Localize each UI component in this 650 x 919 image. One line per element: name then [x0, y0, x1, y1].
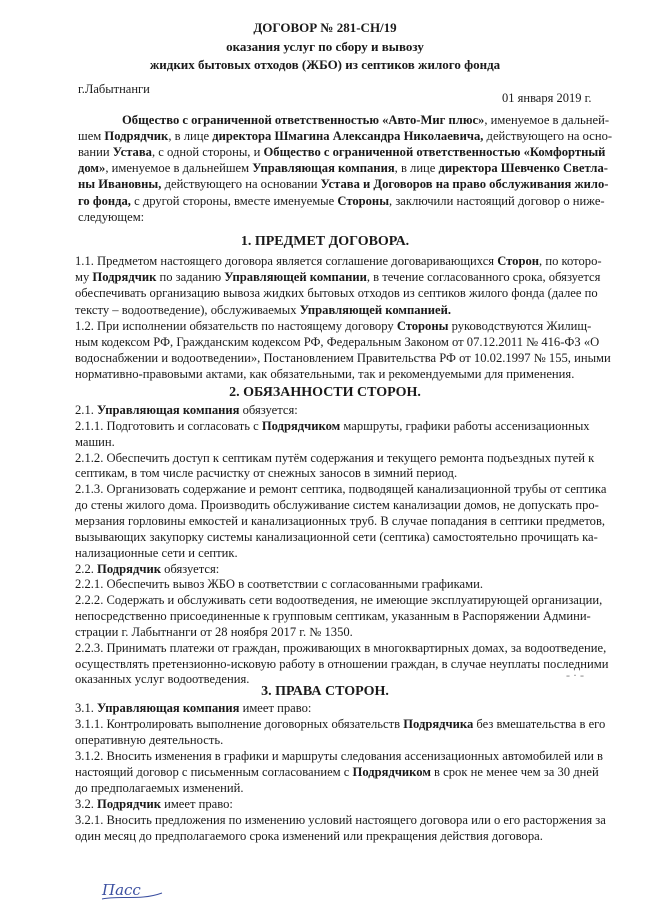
text-run: 2.1.1. Подготовить и согласовать с: [75, 418, 262, 433]
bold-text: Подрядчик: [104, 129, 169, 144]
text-line: [75, 466, 457, 481]
bold-text: Управляющая компания: [97, 701, 240, 715]
text-run: руководствуются Жилищ-: [448, 318, 592, 333]
bold-text: Сторон: [497, 254, 540, 268]
bold-text: Подрядчик: [92, 270, 157, 285]
text-run: маршруты, графики работы ассенизационных: [340, 418, 590, 433]
text-line: [75, 765, 599, 780]
text-line: [75, 701, 311, 716]
text-run: вании: [78, 145, 113, 160]
text-line: [78, 129, 612, 144]
text-line: [75, 641, 606, 656]
text-run: 3.1.: [75, 701, 98, 715]
text-run: обязуется:: [239, 403, 298, 417]
text-run: страции г. Лабытнанги от 28 ноября 2017 г. № 1350.: [75, 624, 353, 639]
text-run: имеет право:: [160, 797, 233, 811]
text-line: [75, 593, 602, 608]
text-line: [75, 367, 574, 382]
text-line: [78, 145, 605, 160]
text-line: [78, 177, 608, 192]
bold-text: Подрядчик: [97, 561, 161, 576]
text-line: [75, 749, 603, 764]
text-run: 1.1. Предметом настоящего договора является соглашение договаривающихся: [75, 254, 498, 268]
text-run: , по которо-: [539, 254, 602, 268]
text-run: мерзания горловины емкостей и канализационных труб. В случае попадания в септики предметов,: [75, 513, 606, 528]
text-line: [75, 625, 353, 640]
text-line: [75, 546, 238, 561]
text-line: [75, 797, 233, 812]
text-run: нализационные сети и септик.: [75, 545, 238, 560]
text-run: машин.: [75, 434, 115, 449]
text-line: [75, 577, 483, 592]
text-run: , именуемое в дальнейшем: [105, 161, 253, 176]
bold-text: го фонда,: [78, 193, 131, 208]
signature-mark: [100, 875, 180, 905]
contract-subtitle: оказания услуг по сбору и вывозу: [226, 39, 424, 54]
text-line: [75, 498, 599, 513]
text-run: 2.2.: [75, 561, 98, 576]
text-run: 2.2.3. Принимать платежи от граждан, проживающих в многоквартирных домах, за водоотведение,: [75, 640, 607, 655]
text-run: обеспечивать организацию вывоза жидких бытовых отходов из септиков жилого фонда (далее по: [75, 286, 598, 301]
bold-text: директора Шмагина Александра Николаевича,: [212, 129, 484, 144]
text-line: [75, 829, 543, 844]
text-run: действующего на основании: [161, 177, 321, 192]
text-run: оперативную деятельность.: [75, 733, 224, 747]
section-1-heading: 1. ПРЕДМЕТ ДОГОВОРА.: [240, 234, 410, 249]
text-run: шем: [78, 129, 105, 144]
text-run: , с одной стороны, и: [151, 145, 264, 160]
contract-title: ДОГОВОР № 281-СН/19: [253, 20, 397, 35]
section-2-heading: 2. ОБЯЗАННОСТИ СТОРОН.: [229, 385, 421, 400]
text-run: действующего на осно-: [483, 129, 613, 144]
text-line: [75, 319, 591, 334]
bold-text: Управляющей компании: [224, 270, 367, 285]
text-line: [75, 514, 605, 529]
bold-text: директора Шевченко Светла-: [438, 161, 608, 176]
signature-text: Пасс: [102, 881, 141, 899]
text-line: [75, 286, 598, 301]
text-run: 3.2.: [75, 797, 98, 811]
text-run: обязуется:: [160, 561, 220, 576]
text-run: , в течение согласованного срока, обязуется: [366, 270, 601, 285]
text-run: 1.2. При исполнении обязательств по настоящему договору: [75, 318, 397, 333]
text-line: [122, 113, 609, 128]
text-run: в срок не менее чем за 30 дней: [430, 765, 599, 779]
bold-text: ны Ивановны,: [78, 177, 162, 192]
text-line: [75, 813, 606, 828]
text-line: [75, 254, 602, 269]
bold-text: Управляющей компанией.: [299, 302, 452, 317]
text-run: му: [75, 270, 93, 285]
text-run: настоящий договор с письменным согласованием с: [75, 765, 353, 779]
text-run: 2.2.1. Обеспечить вывоз ЖБО в соответствии с согласованными графиками.: [75, 577, 483, 592]
text-run: вызывающих закупорку системы канализационной сети (септика) самостоятельно прочищать ка-: [75, 529, 598, 544]
text-line: [75, 270, 600, 285]
bold-text: Устава: [112, 145, 152, 160]
bold-text: Управляющая компания: [252, 161, 395, 176]
bold-text: Подрядчика: [403, 717, 474, 731]
text-run: по заданию: [156, 270, 225, 285]
text-run: до предполагаемых изменений.: [75, 781, 244, 795]
text-line: [78, 210, 144, 225]
text-run: 3.2.1. Вносить предложения по изменению условий настоящего договора или о его расторжения за: [75, 813, 606, 827]
text-run: , заключили настоящий договор о ниже-: [389, 193, 605, 208]
text-run: один месяц до предполагаемого срока изменений или прекращения действия договора.: [75, 829, 543, 843]
bold-text: Подрядчик: [97, 797, 161, 811]
text-line: [75, 733, 223, 748]
bold-text: Стороны: [337, 193, 390, 208]
section-3-heading: 3. ПРАВА СТОРОН.: [261, 684, 389, 699]
contract-subject: жидких бытовых отходов (ЖБО) из септиков жилого фонда: [149, 57, 501, 72]
text-run: 3.1.1. Контролировать выполнение договорных обязательств: [75, 717, 404, 731]
text-line: [75, 482, 606, 497]
text-run: 2.2.2. Содержать и обслуживать сети водоотведения, не имеющие эксплуатирующей организации,: [75, 593, 603, 608]
bold-text: Подрядчиком: [261, 418, 341, 433]
text-run: септикам, в том числе расчистку от снежных заносов в зимний период.: [75, 466, 458, 481]
text-run: с другой стороны, вместе именуемые: [130, 193, 338, 208]
text-run: нормативно-правовыми актами, как обязательными, так и рекомендуемыми для применения.: [75, 367, 575, 382]
text-line: [75, 781, 243, 796]
bold-text: Подрядчиком: [352, 765, 431, 779]
text-run: 2.1.: [75, 403, 98, 417]
text-run: ным кодексом РФ, Гражданским кодексом РФ, Федеральным Законом от 07.12.2011 № 416-ФЗ «О: [75, 335, 600, 349]
text-line: [75, 609, 591, 624]
text-line: [75, 335, 599, 350]
city: г.Лабытнанги: [78, 82, 150, 96]
text-run: оказанных услуг водоотведения.: [75, 672, 250, 687]
text-run: до стены жилого дома. Производить обслуживание систем канализации домов, не допускать про-: [75, 498, 599, 513]
text-run: , в лице: [394, 161, 439, 176]
bold-text: Общество с ограниченной ответственностью «Авто-Миг плюс»: [122, 113, 485, 127]
text-run: осуществлять претензионно-исковую работу в отношении граждан, в случае неуплаты последними: [75, 656, 609, 671]
text-line: [75, 717, 605, 732]
text-line: [78, 161, 608, 176]
text-run: непосредственно присоединенные к групповым септикам, указанным в Распоряжении Админи-: [75, 609, 591, 624]
text-run: 2.1.2. Обеспечить доступ к септикам путём содержания и текущего ремонта подъездных путей к: [75, 450, 595, 465]
text-line: [78, 194, 605, 209]
text-run: 2.1.3. Организовать содержание и ремонт септика, подводящей канализационной трубы от септика: [75, 482, 607, 497]
text-run: следующем:: [78, 209, 145, 224]
text-line: [75, 403, 298, 418]
bold-text: Стороны: [396, 318, 449, 333]
text-line: [75, 419, 590, 434]
text-run: без вмешательства в его: [473, 717, 606, 731]
bold-text: дом»: [78, 161, 106, 176]
text-line: [75, 351, 611, 366]
bold-text: Устава и Договоров на право обслуживания жило-: [320, 177, 609, 192]
text-run: имеет право:: [239, 701, 312, 715]
text-line: [75, 562, 219, 577]
bold-text: Общество с ограниченной ответственностью «Комфортный: [263, 145, 606, 160]
text-line: [75, 303, 451, 318]
bold-text: Управляющая компания: [97, 403, 240, 417]
text-run: , в лице: [168, 129, 213, 144]
margin-mark: - · -: [566, 668, 584, 682]
text-line: [75, 657, 609, 672]
text-line: [75, 530, 598, 545]
text-run: водоснабжении и водоотведении», Постановлением Правительства РФ от 10.02.1997 № 155, иными: [75, 351, 611, 366]
text-run: 3.1.2. Вносить изменения в графики и маршруты следования ассенизационных автомобилей или в: [75, 749, 603, 763]
text-line: [75, 451, 594, 466]
contract-date: 01 января 2019 г.: [502, 91, 592, 105]
text-line: [75, 435, 115, 450]
text-run: , именуемое в дальней-: [484, 113, 610, 127]
text-run: тексту – водоотведение), обслуживаемых: [75, 302, 300, 317]
